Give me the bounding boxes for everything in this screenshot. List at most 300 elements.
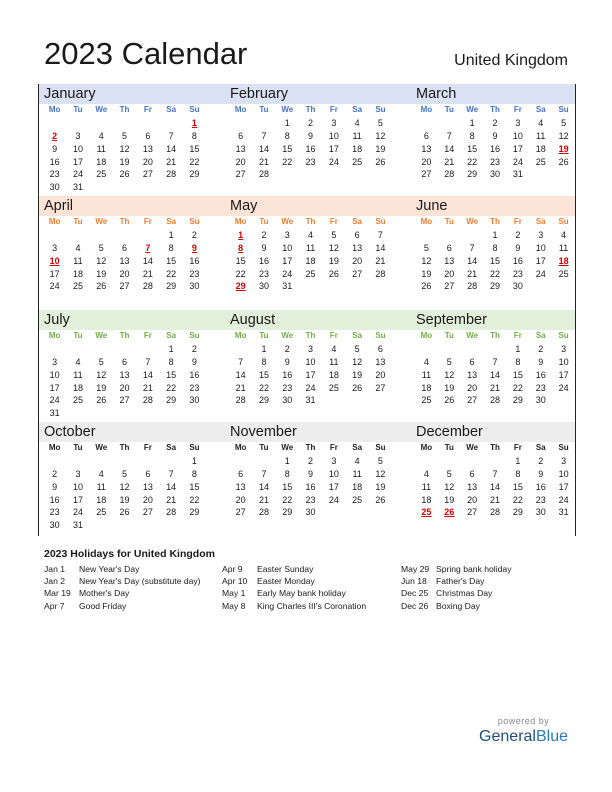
day-cell: 23	[282, 382, 293, 393]
powered-by-text: powered by	[497, 716, 550, 726]
day-cell: 21	[166, 156, 177, 167]
empty-cell	[345, 168, 368, 181]
week-row	[39, 168, 225, 181]
day-cell: 12	[96, 255, 107, 266]
weekday-header	[225, 330, 411, 343]
day-cell: 5	[122, 468, 128, 479]
day-cell: 26	[375, 494, 386, 505]
day-cell: 10	[328, 130, 339, 141]
day-cell: 13	[119, 255, 130, 266]
day-cell: 29	[512, 395, 523, 406]
empty-cell	[461, 455, 484, 468]
weekday-label: Sa	[535, 443, 546, 452]
day-cell: 18	[535, 143, 546, 154]
week-row	[411, 168, 575, 181]
week-row	[225, 268, 411, 281]
day-cell: 24	[49, 395, 60, 406]
weekday-header	[225, 104, 411, 117]
week-row	[411, 156, 575, 169]
month-header	[225, 196, 411, 216]
weekday-label: Sa	[535, 331, 546, 340]
weekday-label: Su	[375, 331, 386, 340]
empty-cell	[552, 280, 575, 293]
week-row	[39, 468, 225, 481]
weekday-label: Th	[490, 331, 500, 340]
holiday-item	[401, 563, 512, 575]
week-row	[225, 481, 411, 494]
week-row	[39, 143, 225, 156]
week-row	[39, 506, 225, 519]
weekday-label: We	[95, 105, 108, 114]
day-cell: 2	[191, 343, 197, 354]
day-cell: 2	[538, 343, 544, 354]
holiday-item	[401, 587, 512, 599]
empty-cell	[345, 280, 368, 293]
day-cell: 8	[284, 468, 290, 479]
day-cell: 13	[235, 143, 246, 154]
weekday-label: Th	[490, 443, 500, 452]
day-cell: 4	[75, 356, 81, 367]
empty-cell	[136, 519, 159, 532]
day-cell: 3	[331, 455, 337, 466]
day-cell: 22	[512, 382, 523, 393]
empty-cell	[159, 455, 182, 468]
month-january	[39, 84, 225, 196]
day-cell: 17	[72, 494, 83, 505]
day-cell: 30	[49, 182, 60, 193]
day-cell: 26	[375, 156, 386, 167]
day-cell: 25	[328, 382, 339, 393]
day-cell: 5	[377, 117, 383, 128]
weekday-label: Sa	[535, 217, 546, 226]
day-cell: 15	[235, 255, 246, 266]
day-cell: 6	[354, 229, 360, 240]
holiday-name: Spring bank holiday	[436, 564, 512, 574]
day-cell: 14	[490, 369, 501, 380]
day-cell: 21	[490, 382, 501, 393]
day-cell: 8	[191, 130, 197, 141]
day-cell: 13	[142, 481, 153, 492]
weekday-label: Sa	[166, 443, 177, 452]
day-cell: 30	[49, 520, 60, 531]
weekday-label: Th	[305, 217, 316, 226]
weekday-label: Fr	[513, 331, 522, 340]
weekday-label: Mo	[234, 443, 247, 452]
weekday-label: Tu	[444, 443, 454, 452]
day-cell: 3	[308, 343, 314, 354]
week-row	[39, 519, 225, 532]
day-cell: 3	[331, 117, 337, 128]
day-cell: 4	[98, 130, 104, 141]
week-row	[411, 280, 575, 293]
empty-cell	[113, 455, 136, 468]
empty-cell	[66, 407, 89, 420]
day-cell: 7	[446, 130, 452, 141]
empty-cell	[552, 394, 575, 407]
empty-cell	[136, 229, 159, 242]
day-cell: 15	[512, 369, 523, 380]
weekday-label: Fr	[329, 105, 338, 114]
day-cell: 16	[535, 369, 546, 380]
day-cell: 28	[258, 507, 269, 518]
holiday-item	[44, 575, 201, 587]
day-cell: 5	[446, 468, 452, 479]
empty-cell	[66, 343, 89, 356]
day-cell: 4	[98, 468, 104, 479]
empty-cell	[159, 181, 182, 194]
weekday-label: Th	[119, 105, 130, 114]
day-cell: 13	[235, 481, 246, 492]
day-cell: 14	[142, 369, 153, 380]
month-name: August	[230, 312, 276, 328]
day-cell: 20	[375, 369, 386, 380]
week-row	[225, 229, 411, 242]
weekday-label: Mo	[234, 331, 247, 340]
day-cell: 10	[558, 468, 569, 479]
day-cell: 21	[235, 382, 246, 393]
day-cell: 23	[305, 156, 316, 167]
day-cell: 6	[145, 468, 151, 479]
weekday-label: Fr	[143, 443, 152, 452]
day-cell: 1	[492, 229, 498, 240]
weekday-label: Fr	[513, 105, 522, 114]
holiday-name: Good Friday	[79, 600, 127, 611]
day-cell: 21	[258, 494, 269, 505]
day-cell: 8	[191, 468, 197, 479]
day-cell: 15	[189, 143, 200, 154]
empty-cell	[229, 455, 252, 468]
day-cell: 5	[561, 117, 567, 128]
day-cell: 20	[119, 382, 130, 393]
week-row	[39, 229, 225, 242]
month-header	[411, 422, 575, 442]
weekday-label: Su	[558, 331, 569, 340]
day-cell: 28	[142, 281, 153, 292]
day-cell: 16	[305, 481, 316, 492]
week-row	[39, 242, 225, 255]
empty-cell	[43, 117, 66, 130]
empty-cell	[159, 519, 182, 532]
day-cell: 12	[375, 468, 386, 479]
day-cell: 15	[166, 369, 177, 380]
day-cell: 16	[282, 369, 293, 380]
day-cell: 6	[122, 242, 128, 253]
day-cell: 22	[189, 156, 200, 167]
day-cell: 10	[49, 369, 60, 380]
holiday-name: Boxing Day	[436, 600, 480, 611]
day-cell: 20	[421, 156, 432, 167]
weekday-label: Th	[490, 105, 500, 114]
day-cell: 7	[492, 468, 498, 479]
weekday-label: Tu	[259, 217, 269, 226]
day-cell: 12	[444, 481, 455, 492]
weekday-label: Su	[189, 443, 200, 452]
day-cell: 9	[284, 356, 290, 367]
day-cell: 2	[308, 117, 314, 128]
day-cell: 13	[119, 369, 130, 380]
day-cell: 21	[467, 268, 478, 279]
empty-cell	[90, 343, 113, 356]
day-cell: 5	[423, 242, 429, 253]
holiday-day-cell: 8	[238, 242, 244, 253]
holiday-date: Jan 1	[44, 564, 66, 574]
day-cell: 29	[189, 507, 200, 518]
day-cell: 6	[446, 242, 452, 253]
week-row	[225, 343, 411, 356]
brand-name: GeneralBlue	[479, 728, 568, 745]
weekday-header	[225, 442, 411, 455]
day-cell: 30	[305, 507, 316, 518]
empty-cell	[90, 455, 113, 468]
day-cell: 14	[258, 143, 269, 154]
day-cell: 14	[490, 481, 501, 492]
day-cell: 17	[282, 255, 293, 266]
day-cell: 16	[189, 255, 200, 266]
day-cell: 28	[444, 169, 455, 180]
empty-cell	[438, 455, 461, 468]
weekday-label: Th	[119, 217, 130, 226]
day-cell: 20	[142, 156, 153, 167]
month-february	[225, 84, 411, 196]
empty-cell	[113, 407, 136, 420]
weekday-label: Mo	[420, 217, 433, 226]
day-cell: 24	[49, 281, 60, 292]
day-cell: 7	[261, 468, 267, 479]
weekday-label: Fr	[143, 331, 152, 340]
day-cell: 22	[282, 156, 293, 167]
week-row	[225, 143, 411, 156]
day-cell: 3	[52, 242, 58, 253]
day-cell: 11	[558, 242, 569, 253]
week-row	[411, 268, 575, 281]
day-cell: 1	[469, 117, 475, 128]
holiday-item	[401, 600, 512, 612]
day-cell: 22	[166, 382, 177, 393]
day-cell: 15	[166, 255, 177, 266]
month-december	[411, 422, 575, 534]
day-cell: 2	[538, 455, 544, 466]
weekday-label: Fr	[329, 217, 338, 226]
day-cell: 22	[512, 494, 523, 505]
day-cell: 10	[535, 242, 546, 253]
day-cell: 31	[512, 169, 523, 180]
day-cell: 18	[421, 494, 432, 505]
empty-cell	[229, 343, 252, 356]
weekday-label: Su	[558, 217, 569, 226]
week-row	[225, 369, 411, 382]
day-cell: 11	[305, 242, 316, 253]
day-cell: 14	[444, 143, 455, 154]
holiday-date: Dec 25	[401, 588, 429, 599]
day-cell: 5	[98, 356, 104, 367]
day-cell: 27	[467, 507, 478, 518]
day-cell: 27	[421, 169, 432, 180]
holiday-date: May 1	[222, 588, 246, 599]
week-row	[225, 455, 411, 468]
week-row	[411, 481, 575, 494]
day-cell: 9	[538, 468, 544, 479]
day-cell: 5	[354, 343, 360, 354]
day-cell: 10	[328, 468, 339, 479]
weekday-label: Mo	[234, 105, 247, 114]
holiday-name: Christmas Day	[436, 588, 493, 599]
day-cell: 15	[189, 481, 200, 492]
weekday-label: We	[95, 443, 108, 452]
empty-cell	[322, 168, 345, 181]
month-name: April	[44, 198, 74, 214]
empty-cell	[322, 394, 345, 407]
brand-logo[interactable]	[479, 716, 568, 746]
day-cell: 16	[535, 481, 546, 492]
empty-cell	[43, 343, 66, 356]
day-cell: 28	[490, 507, 501, 518]
empty-cell	[90, 519, 113, 532]
day-cell: 17	[535, 255, 546, 266]
weekday-label: Th	[305, 443, 316, 452]
day-cell: 26	[352, 382, 363, 393]
week-row	[39, 156, 225, 169]
day-cell: 5	[122, 130, 128, 141]
day-cell: 29	[166, 395, 177, 406]
empty-cell	[369, 168, 392, 181]
day-cell: 22	[258, 382, 269, 393]
day-cell: 6	[423, 130, 429, 141]
weekday-label: Tu	[259, 105, 269, 114]
weekday-label: We	[281, 217, 294, 226]
weekday-header	[411, 216, 575, 229]
week-row	[225, 168, 411, 181]
weekday-label: Th	[119, 443, 130, 452]
country-label: United Kingdom	[454, 52, 568, 69]
day-cell: 24	[558, 382, 569, 393]
week-row	[225, 242, 411, 255]
day-cell: 15	[258, 369, 269, 380]
day-cell: 13	[352, 242, 363, 253]
day-cell: 25	[305, 268, 316, 279]
day-cell: 6	[238, 468, 244, 479]
day-cell: 13	[421, 143, 432, 154]
weekday-label: Su	[558, 443, 569, 452]
month-name: March	[416, 86, 457, 102]
day-cell: 26	[328, 268, 339, 279]
month-march	[411, 84, 575, 196]
weekday-label: Tu	[73, 105, 83, 114]
day-cell: 23	[49, 169, 60, 180]
day-cell: 28	[258, 169, 269, 180]
empty-cell	[529, 280, 552, 293]
day-cell: 11	[96, 481, 106, 492]
day-cell: 19	[96, 268, 107, 279]
empty-cell	[113, 343, 136, 356]
day-cell: 10	[72, 143, 83, 154]
day-cell: 16	[258, 255, 269, 266]
empty-cell	[159, 117, 182, 130]
week-row	[39, 455, 225, 468]
empty-cell	[369, 280, 392, 293]
weekday-label: Mo	[420, 105, 433, 114]
day-cell: 27	[467, 395, 478, 406]
week-row	[225, 382, 411, 395]
day-cell: 14	[166, 143, 177, 154]
day-cell: 25	[352, 156, 363, 167]
day-cell: 28	[467, 281, 478, 292]
week-row	[39, 268, 225, 281]
day-cell: 28	[235, 395, 246, 406]
day-cell: 7	[168, 130, 174, 141]
weekday-header	[39, 104, 225, 117]
week-row	[411, 255, 575, 268]
day-cell: 27	[352, 268, 363, 279]
month-name: June	[416, 198, 448, 214]
weekday-label: Tu	[73, 331, 83, 340]
empty-cell	[66, 229, 89, 242]
day-cell: 26	[119, 169, 130, 180]
day-cell: 27	[119, 281, 130, 292]
day-cell: 9	[538, 356, 544, 367]
day-cell: 19	[328, 255, 339, 266]
day-cell: 11	[329, 356, 339, 367]
week-row	[39, 494, 225, 507]
day-cell: 21	[142, 382, 153, 393]
holiday-day-cell: 2	[52, 130, 58, 141]
day-cell: 6	[122, 356, 128, 367]
week-row	[39, 117, 225, 130]
day-cell: 17	[558, 481, 569, 492]
holiday-date: Apr 7	[44, 600, 65, 611]
weekday-label: Th	[490, 217, 500, 226]
empty-cell	[183, 407, 206, 420]
day-cell: 20	[235, 156, 246, 167]
day-cell: 24	[72, 169, 83, 180]
weekday-label: Tu	[259, 331, 269, 340]
day-cell: 26	[96, 281, 107, 292]
weekday-label: Sa	[166, 331, 177, 340]
day-cell: 19	[375, 143, 386, 154]
empty-cell	[113, 229, 136, 242]
weekday-label: Th	[305, 105, 316, 114]
holiday-day-cell: 19	[558, 143, 569, 154]
calendar-grid	[38, 84, 576, 536]
day-cell: 30	[535, 395, 546, 406]
weekday-label: Su	[189, 217, 200, 226]
day-cell: 21	[444, 156, 455, 167]
week-row	[39, 343, 225, 356]
day-cell: 24	[282, 268, 293, 279]
day-cell: 20	[142, 494, 153, 505]
weekday-label: Tu	[73, 443, 83, 452]
day-cell: 3	[52, 356, 58, 367]
weekday-label: We	[281, 105, 294, 114]
month-header	[39, 196, 225, 216]
day-cell: 19	[352, 369, 363, 380]
day-cell: 11	[96, 143, 106, 154]
empty-cell	[66, 117, 89, 130]
weekday-label: Mo	[420, 331, 433, 340]
day-cell: 22	[189, 494, 200, 505]
holiday-name: Early May bank holiday	[257, 588, 346, 599]
day-cell: 21	[142, 268, 153, 279]
day-cell: 22	[490, 268, 501, 279]
day-cell: 12	[328, 242, 339, 253]
day-cell: 18	[305, 255, 316, 266]
day-cell: 20	[467, 494, 478, 505]
day-cell: 23	[49, 507, 60, 518]
week-row	[39, 181, 225, 194]
day-cell: 9	[52, 481, 58, 492]
weekday-label: Sa	[352, 217, 363, 226]
day-cell: 1	[168, 343, 174, 354]
empty-cell	[252, 455, 275, 468]
